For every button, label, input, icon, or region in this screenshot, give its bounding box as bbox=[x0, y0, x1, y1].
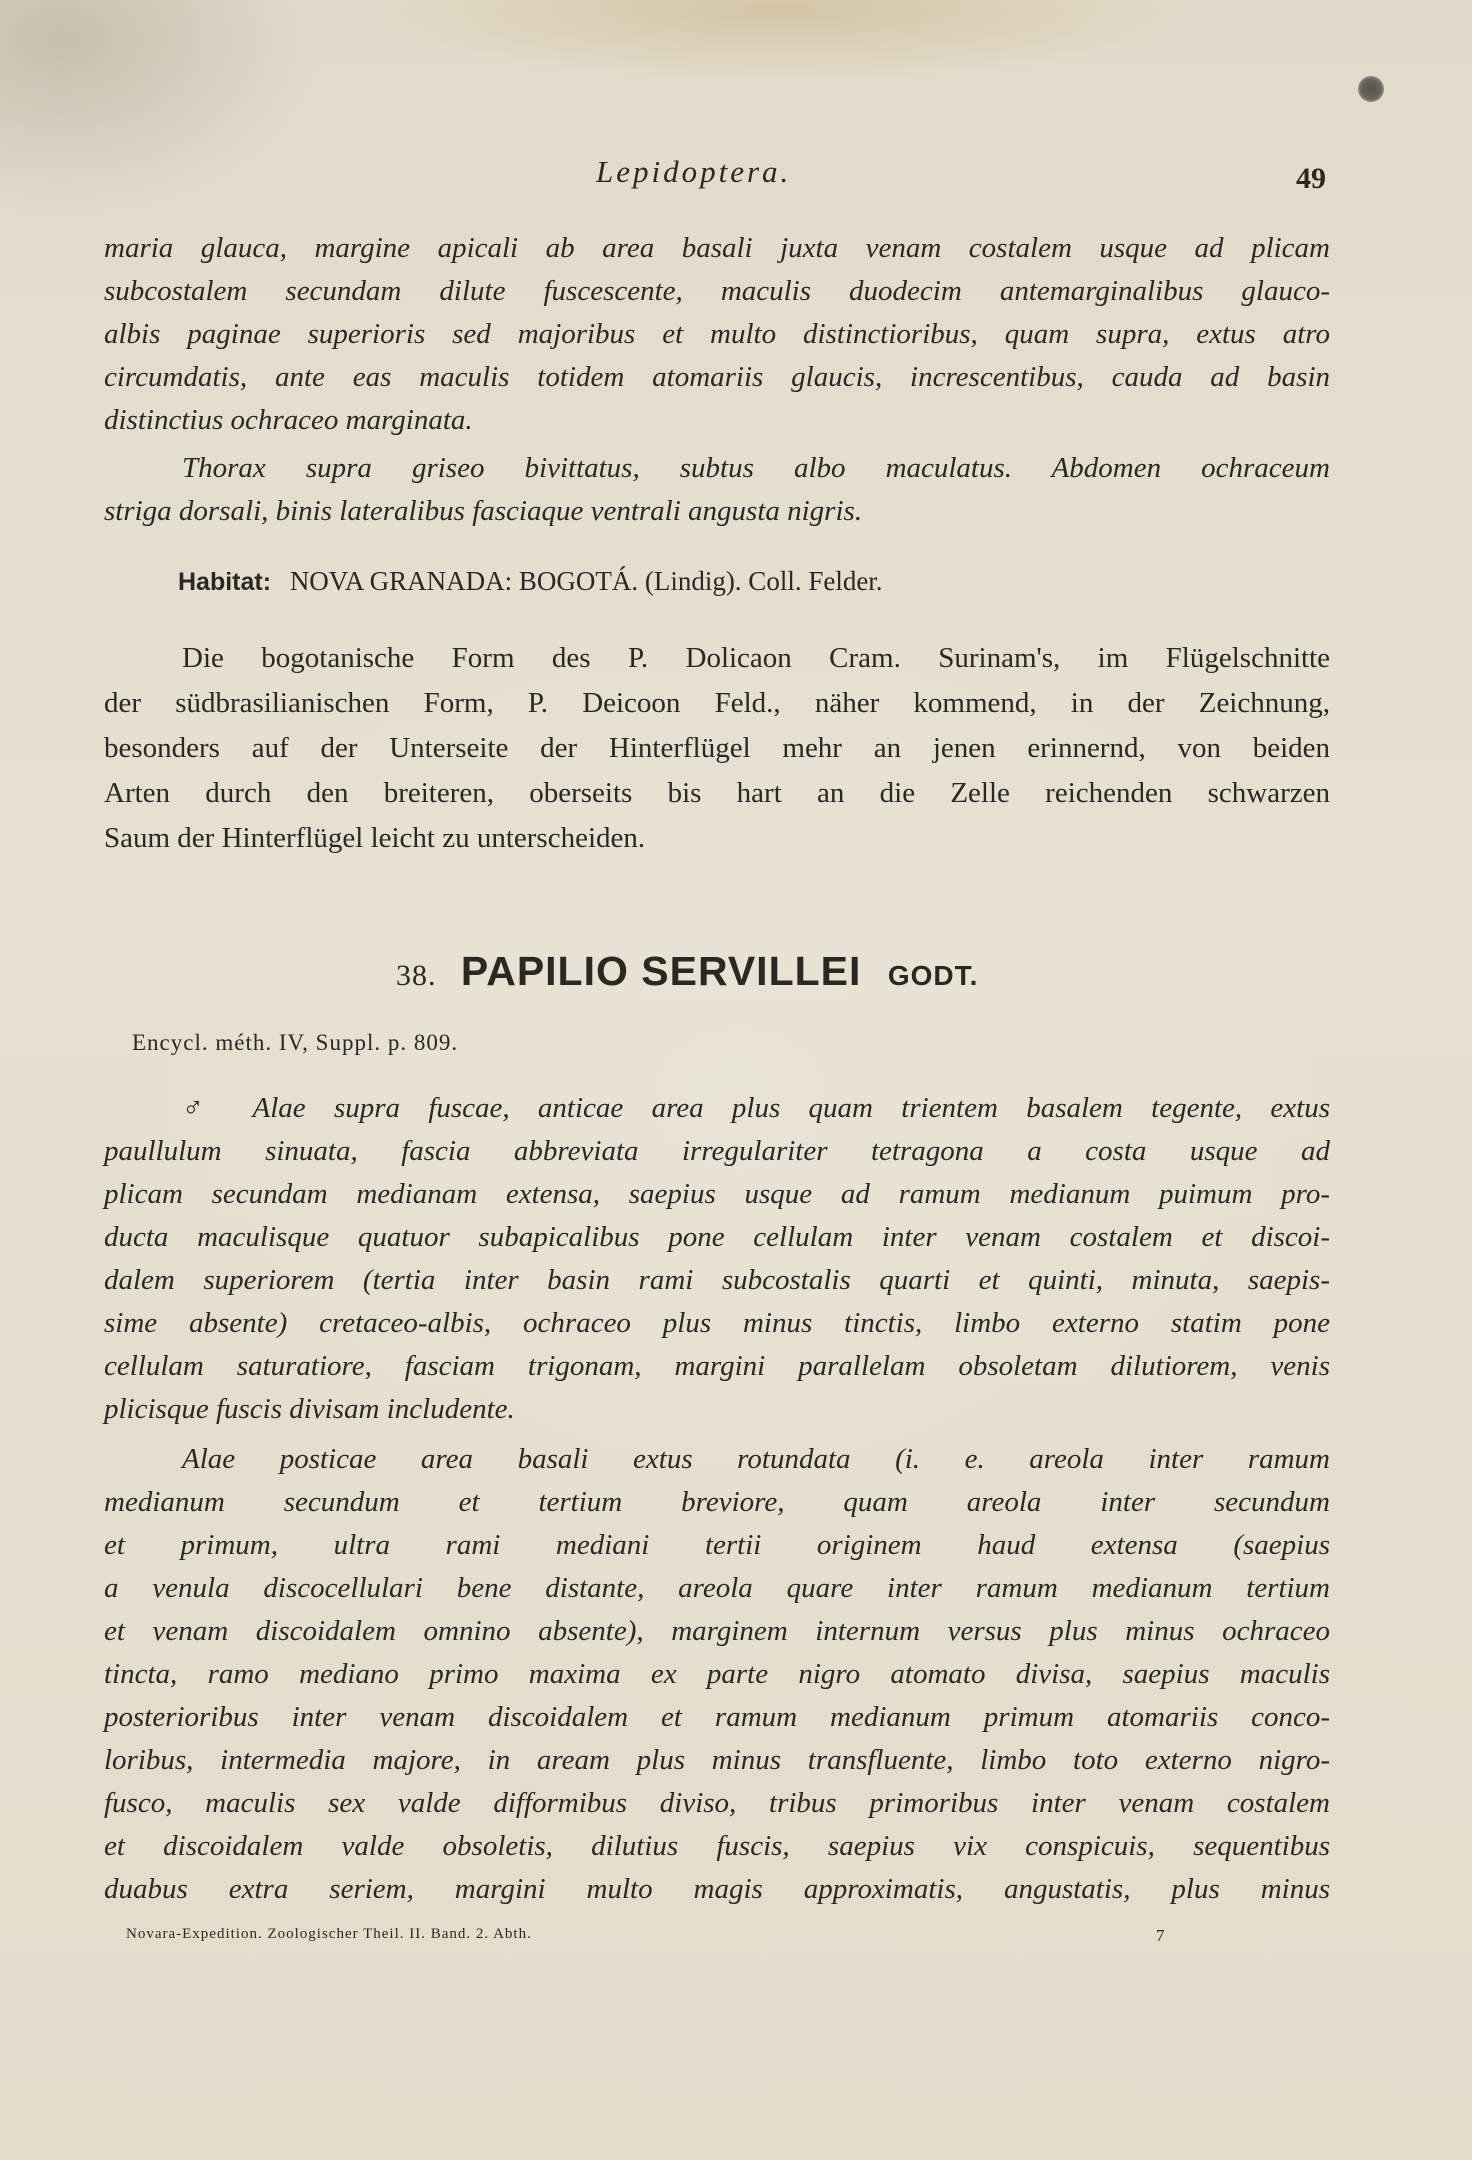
text-line: cellulam saturatiore, fasciam trigonam, margini parallelam obsoletam dilutiorem, venis bbox=[104, 1350, 1330, 1382]
species-author: GODT. bbox=[887, 960, 979, 991]
species-number: 38. bbox=[396, 959, 437, 992]
text-line: subcostalem secundam dilute fuscescente, maculis duodecim antemarginalibus glauco- bbox=[104, 275, 1330, 307]
species-name: PAPILIO SERVILLEI bbox=[460, 948, 862, 994]
text-line: posterioribus inter venam discoidalem et ramum medianum primum atomariis conco- bbox=[104, 1701, 1330, 1733]
footer-signature: Novara-Expedition. Zoologischer Theil. II. Band. 2. Abth. bbox=[126, 1926, 532, 1942]
footer-sheet-number: 7 bbox=[1156, 1926, 1165, 1945]
text-line: besonders auf der Unterseite der Hinterflügel mehr an jenen erinnernd, von beiden bbox=[104, 732, 1330, 764]
habitat-label: Habitat: bbox=[178, 568, 272, 596]
habitat-line bbox=[178, 566, 883, 597]
text-line: distinctius ochraceo marginata. bbox=[104, 404, 473, 436]
text-line: plicam secundam medianam extensa, saepius usque ad ramum medianum puimum pro- bbox=[104, 1178, 1330, 1210]
text-line: Arten durch den breiteren, oberseits bis hart an die Zelle reichenden schwarzen bbox=[104, 777, 1330, 809]
habitat-text: NOVA GRANADA: BOGOTÁ. (Lindig). Coll. Felder. bbox=[289, 566, 883, 596]
text-line: Saum der Hinterflügel leicht zu unterscheiden. bbox=[104, 822, 646, 854]
running-title: Lepidoptera. bbox=[596, 154, 792, 189]
ink-spot bbox=[1358, 76, 1384, 102]
text-line: medianum secundum et tertium breviore, quam areola inter secundum bbox=[104, 1486, 1330, 1518]
page-number: 49 bbox=[1296, 162, 1326, 195]
text-line: maria glauca, margine apicali ab area basali juxta venam costalem usque ad plicam bbox=[104, 232, 1330, 264]
text-line: fusco, maculis sex valde difformibus diviso, tribus primoribus inter venam costalem bbox=[104, 1787, 1330, 1819]
text-line: tincta, ramo mediano primo maxima ex parte nigro atomato divisa, saepius maculis bbox=[104, 1658, 1330, 1690]
text-line: Alae posticae area basali extus rotundata (i. e. areola inter ramum bbox=[182, 1443, 1330, 1475]
text-line: ♂ Alae supra fuscae, anticae area plus quam trientem basalem tegente, extus bbox=[182, 1092, 1330, 1124]
text-line: loribus, intermedia majore, in aream plus minus transfluente, limbo toto externo nigro- bbox=[104, 1744, 1330, 1776]
text-line: striga dorsali, binis lateralibus fasciaque ventrali angusta nigris. bbox=[104, 495, 863, 527]
text-line: et primum, ultra rami mediani tertii originem haud extensa (saepius bbox=[104, 1529, 1330, 1561]
text-line: Die bogotanische Form des P. Dolicaon Cram. Surinam's, im Flügelschnitte bbox=[182, 642, 1330, 674]
text-line: paullulum sinuata, fascia abbreviata irregulariter tetragona a costa usque ad bbox=[104, 1135, 1330, 1167]
text-line: circumdatis, ante eas maculis totidem atomariis glaucis, increscentibus, cauda ad basin bbox=[104, 361, 1330, 393]
text-line: et venam discoidalem omnino absente), marginem internum versus plus minus ochraceo bbox=[104, 1615, 1330, 1647]
text-line: sime absente) cretaceo-albis, ochraceo plus minus tinctis, limbo externo statim pone bbox=[104, 1307, 1330, 1339]
text-line: et discoidalem valde obsoletis, dilutius fuscis, saepius vix conspicuis, sequentibus bbox=[104, 1830, 1330, 1862]
text-line: der südbrasilianischen Form, P. Deicoon Feld., näher kommend, in der Zeichnung, bbox=[104, 687, 1330, 719]
reference-line: Encycl. méth. IV, Suppl. p. 809. bbox=[132, 1030, 459, 1055]
species-heading bbox=[396, 948, 978, 995]
text-line: dalem superiorem (tertia inter basin rami subcostalis quarti et quinti, minuta, saepis- bbox=[104, 1264, 1330, 1296]
text-line: duabus extra seriem, margini multo magis approximatis, angustatis, plus minus bbox=[104, 1873, 1330, 1905]
text-line: ducta maculisque quatuor subapicalibus pone cellulam inter venam costalem et discoi- bbox=[104, 1221, 1330, 1253]
text-line: albis paginae superioris sed majoribus et multo distinctioribus, quam supra, extus atro bbox=[104, 318, 1330, 350]
text-line: plicisque fuscis divisam includente. bbox=[104, 1393, 515, 1425]
text-line: a venula discocellulari bene distante, areola quare inter ramum medianum tertium bbox=[104, 1572, 1330, 1604]
text-line: Thorax supra griseo bivittatus, subtus albo maculatus. Abdomen ochraceum bbox=[182, 452, 1330, 484]
